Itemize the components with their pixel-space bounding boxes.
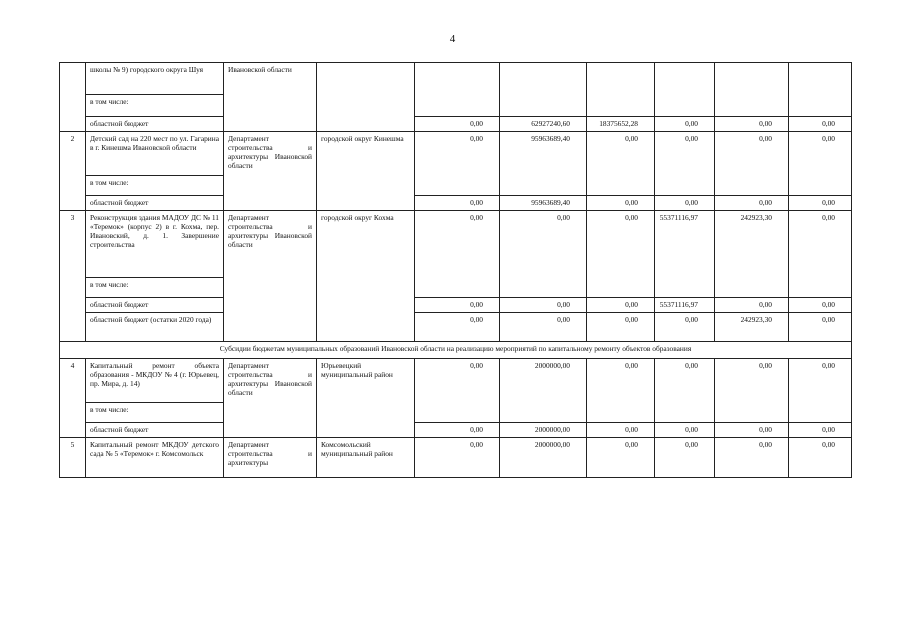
table-row xyxy=(60,342,852,359)
page-number: 4 xyxy=(449,33,456,45)
value-cell: 0,00 xyxy=(415,196,500,211)
value-cell: 95963689,40 xyxy=(500,196,587,211)
including-label: в том числе: xyxy=(86,176,224,196)
value-cell: 0,00 xyxy=(655,132,715,196)
value-cell: 0,00 xyxy=(587,438,655,478)
executor-cell: Департамент строительства и архитектуры xyxy=(224,438,317,478)
value-cell: 0,00 xyxy=(500,313,587,342)
table-row xyxy=(60,132,852,176)
value-cell: 0,00 xyxy=(415,117,500,132)
value-cell: 0,00 xyxy=(655,117,715,132)
value-cell: 242923,30 xyxy=(715,211,789,298)
object-name: Детский сад на 220 мест по ул. Гагарина в г. Кинешма Ивановской области xyxy=(86,132,224,176)
table-row xyxy=(60,211,852,278)
value-cell: 0,00 xyxy=(655,313,715,342)
budget-table xyxy=(59,62,852,478)
object-name: Капитальный ремонт объекта образования - МКДОУ № 4 (г. Юрьевец, пр. Мира, д. 14) xyxy=(86,359,224,403)
value-cell: 0,00 xyxy=(789,196,852,211)
recipient-cell: Юрьевецкий муниципальный район xyxy=(317,359,415,438)
value-cell: 0,00 xyxy=(415,132,500,196)
value-cell: 0,00 xyxy=(587,313,655,342)
value-cell: 0,00 xyxy=(789,298,852,313)
value-cell: 0,00 xyxy=(789,132,852,196)
executor-cell: Департамент строительства и архитектуры Ивановской области xyxy=(224,132,317,211)
value-cell: 0,00 xyxy=(587,132,655,196)
value-cell: 2000000,00 xyxy=(500,438,587,478)
budget-label: областной бюджет xyxy=(86,298,224,313)
table-row xyxy=(60,298,852,313)
recipient-cell: городской округ Кохма xyxy=(317,211,415,342)
executor-cell: Департамент строительства и архитектуры Ивановской области xyxy=(224,359,317,438)
value-cell: 0,00 xyxy=(715,117,789,132)
table-row xyxy=(60,196,852,211)
value-cell: 55371116,97 xyxy=(655,298,715,313)
value-cell: 0,00 xyxy=(789,423,852,438)
value-cell: 2000000,00 xyxy=(500,423,587,438)
object-name: школы № 9) городского округа Шуя xyxy=(86,63,224,95)
value-cell: 0,00 xyxy=(655,423,715,438)
value-cell: 0,00 xyxy=(789,438,852,478)
table-row xyxy=(60,313,852,342)
value-cell: 0,00 xyxy=(587,196,655,211)
value-cell: 0,00 xyxy=(715,132,789,196)
value-cell: 0,00 xyxy=(715,359,789,423)
table-row xyxy=(60,359,852,403)
value-cell: 95963689,40 xyxy=(500,132,587,196)
including-label: в том числе: xyxy=(86,95,224,117)
value-cell: 0,00 xyxy=(415,359,500,423)
including-label: в том числе: xyxy=(86,403,224,423)
budget-label: областной бюджет xyxy=(86,117,224,132)
value-cell: 0,00 xyxy=(655,438,715,478)
value-cell: 0,00 xyxy=(587,298,655,313)
value-cell: 0,00 xyxy=(587,359,655,423)
recipient-cell: Комсомольский муниципальный район xyxy=(317,438,415,478)
value-cell: 0,00 xyxy=(789,117,852,132)
row-number: 5 xyxy=(60,438,86,478)
value-cell: 0,00 xyxy=(715,298,789,313)
row-number-cell xyxy=(60,63,86,132)
including-label: в том числе: xyxy=(86,278,224,298)
budget-label: областной бюджет (остатки 2020 года) xyxy=(86,313,224,342)
recipient-cell xyxy=(317,63,415,132)
value-cell: 18375652,28 xyxy=(587,117,655,132)
value-cell: 0,00 xyxy=(500,211,587,298)
table-row xyxy=(60,63,852,95)
value-cell: 0,00 xyxy=(415,423,500,438)
value-cell: 242923,30 xyxy=(715,313,789,342)
object-name: Реконструкция здания МАДОУ ДС № 11 «Теремок» (корпус 2) в г. Кохма, пер. Ивановский, д. 1. Завершение строительства xyxy=(86,211,224,278)
value-cell: 0,00 xyxy=(715,196,789,211)
value-cell: 0,00 xyxy=(500,298,587,313)
value-cell: 0,00 xyxy=(655,359,715,423)
section-heading: Субсидии бюджетам муниципальных образований Ивановской области на реализацию мероприятий по капитальному ремонту объектов образования xyxy=(60,342,852,359)
table-row xyxy=(60,423,852,438)
row-number: 2 xyxy=(60,132,86,211)
value-cell: 0,00 xyxy=(415,298,500,313)
budget-label: областной бюджет xyxy=(86,423,224,438)
value-cell: 0,00 xyxy=(789,313,852,342)
value-cell: 0,00 xyxy=(789,359,852,423)
value-cell: 0,00 xyxy=(587,211,655,298)
object-name: Капитальный ремонт МКДОУ детского сада № 5 «Теремок» г. Комсомольск xyxy=(86,438,224,478)
row-number: 3 xyxy=(60,211,86,342)
value-cell: 0,00 xyxy=(789,211,852,298)
value-cell: 0,00 xyxy=(415,438,500,478)
value-cell: 0,00 xyxy=(655,196,715,211)
value-cell: 0,00 xyxy=(715,438,789,478)
table-row xyxy=(60,438,852,478)
value-cell: 0,00 xyxy=(415,313,500,342)
value-cell: 55371116,97 xyxy=(655,211,715,298)
value-cell: 2000000,00 xyxy=(500,359,587,423)
value-cell: 0,00 xyxy=(415,211,500,298)
row-number: 4 xyxy=(60,359,86,438)
value-cell: 0,00 xyxy=(715,423,789,438)
budget-label: областной бюджет xyxy=(86,196,224,211)
value-cell: 62927240,60 xyxy=(500,117,587,132)
table-row xyxy=(60,117,852,132)
executor-cell: Департамент строительства и архитектуры Ивановской области xyxy=(224,211,317,342)
executor-cell: Ивановской области xyxy=(224,63,317,132)
recipient-cell: городской округ Кинешма xyxy=(317,132,415,211)
value-cell: 0,00 xyxy=(587,423,655,438)
